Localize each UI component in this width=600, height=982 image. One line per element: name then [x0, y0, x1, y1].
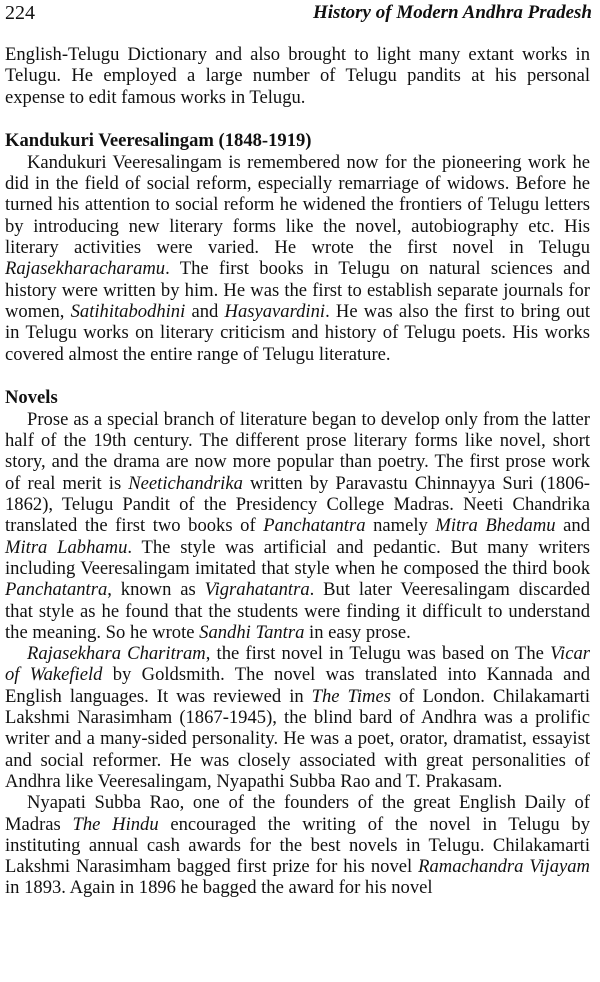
italic-title: Neetichandrika — [128, 472, 243, 494]
page-number: 224 — [5, 2, 35, 24]
section-spacer — [5, 365, 590, 387]
italic-title: Panchatantra — [263, 515, 366, 537]
italic-title: Vigrahatantra — [204, 579, 310, 601]
text-run: Prose as a special branch of literature began to develop only from the latter half of the 19th century. The different prose literary forms like novel, short story, and the drama are now more popular than poetry. The first prose work of real merit is — [5, 408, 590, 494]
italic-title: The Times — [311, 685, 391, 707]
text-run: encouraged the writing of the novel in Telugu by instituting annual cash awards for the best novels in Telugu. Chilakamarti Lakshmi Narasimham bagged first prize for his novel — [5, 813, 590, 878]
novels-paragraph-3 — [5, 792, 590, 898]
text-run: written by Paravastu Chinnayya Suri (1806-1862), Telugu Pandit of the Presidency College Madras. Neeti Chandrika translated the first two books of — [5, 472, 590, 537]
text-run: and — [185, 300, 225, 322]
text-run: Kandukuri Veeresalingam is remembered now for the pioneering work he did in the field of social reform, especially remarriage of widows. Before he turned his attention to social reform he widened the frontiers of Telugu letters by introducing new literary forms like the novel, autobiography etc. His literary activities were varied. He wrote the first novel in Telugu — [5, 151, 590, 259]
italic-title: Mitra Bhedamu — [435, 515, 556, 537]
italic-title: The Hindu — [72, 813, 159, 835]
section-heading-novels: Novels — [5, 386, 58, 408]
novels-paragraph-2 — [5, 643, 590, 792]
italic-title: Panchatantra — [5, 579, 108, 601]
text-run: of London. Chilakamarti Lakshmi Narasimham (1867-1945), the blind bard of Andhra was a prolific writer and a many-sided personality. He was a poet, orator, dramatist, essayist and social reformer. He was closely associated with great personalities of Andhra like Veeresalingam, Nyapathi Subba Rao and T. Prakasam. — [5, 685, 591, 792]
italic-title: Vicar of Wakefield — [5, 643, 590, 686]
section-spacer — [5, 108, 590, 130]
italic-title: Rajasekharacharamu — [5, 258, 166, 280]
italic-title: Rajasekhara Charitram — [27, 643, 206, 665]
italic-title: Satihitabodhini — [70, 300, 186, 322]
text-run: in 1893. Again in 1896 he bagged the award for his novel — [5, 877, 433, 899]
text-run: and — [555, 515, 591, 537]
page-body — [5, 44, 590, 899]
text-run: Nyapati Subba Rao, one of the founders of the great English Daily of Madras — [5, 792, 590, 835]
running-title: History of Modern Andhra Pradesh — [312, 2, 592, 23]
text-run: . But later Veeresalingam discarded that style as he found that the students were finding it difficult to understand the meaning. So he wrote — [5, 579, 590, 643]
text-run: in easy prose. — [304, 621, 411, 643]
text-run: . The style was artificial and pedantic. But many writers including Veeresalingam imitated that style when he composed the third book — [5, 536, 591, 579]
page-header — [5, 2, 592, 28]
italic-title: Sandhi Tantra — [199, 621, 305, 643]
italic-title: Mitra Labhamu — [5, 536, 128, 558]
novels-paragraph-1 — [5, 409, 590, 643]
text-run: , known as — [107, 579, 205, 601]
section-heading-veeresalingam: Kandukuri Veeresalingam (1848-1919) — [5, 129, 312, 151]
text-run: . The first books in Telugu on natural sciences and history were written by him. He was the first to establish separate journals for women, — [5, 258, 590, 322]
text-run: . He was also the first to bring out in Telugu works on literary criticism and history of Telugu poets. His works covered almost the entire range of Telugu literature. — [5, 300, 590, 365]
veeresalingam-paragraph — [5, 152, 590, 365]
italic-title: Ramachandra Vijayam — [418, 856, 590, 878]
intro-paragraph: English-Telugu Dictionary and also brought to light many extant works in Telugu. He employed a large number of Telugu pandits at his personal expense to edit famous works in Telugu. — [5, 44, 590, 108]
text-run: , the first novel in Telugu was based on The — [205, 643, 551, 665]
text-run: by Goldsmith. The novel was translated into Kannada and English languages. It was reviewed in — [5, 664, 590, 707]
text-run: namely — [365, 515, 436, 537]
italic-title: Hasyavardini — [224, 300, 326, 322]
